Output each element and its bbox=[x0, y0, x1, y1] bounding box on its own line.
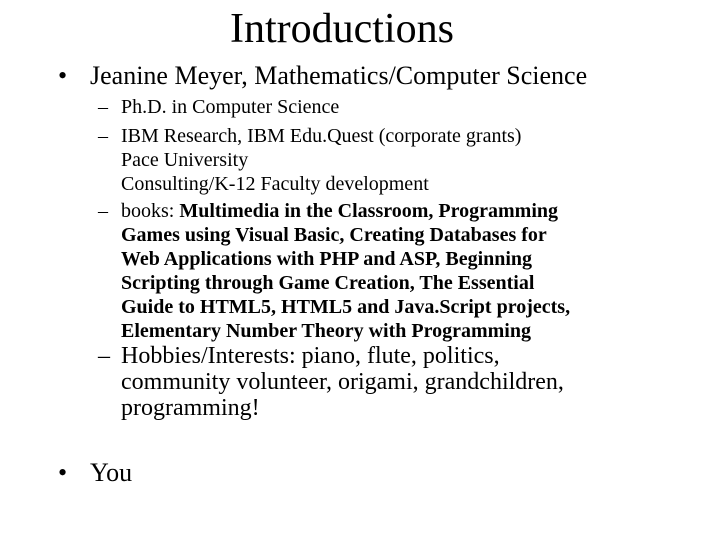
dash-marker: – bbox=[98, 125, 108, 147]
sub-bullet-line: IBM Research, IBM Edu.Quest (corporate grants) bbox=[121, 125, 522, 147]
book-list-line: Scripting through Game Creation, The Essential bbox=[121, 272, 535, 294]
dash-marker: – bbox=[98, 96, 108, 118]
book-list-line: Guide to HTML5, HTML5 and Java.Script projects, bbox=[121, 296, 571, 318]
sub-bullet-phd bbox=[98, 95, 688, 119]
sub-bullet-line: Pace University bbox=[121, 149, 249, 171]
bullet-text: You bbox=[90, 458, 133, 487]
sub-bullet-line: Hobbies/Interests: piano, flute, politics, bbox=[121, 343, 500, 369]
bullet-text: Jeanine Meyer, Mathematics/Computer Science bbox=[90, 61, 588, 90]
sub-bullet-books bbox=[98, 199, 688, 343]
slide-title: Introductions bbox=[230, 6, 454, 52]
books-prefix: books: bbox=[121, 200, 180, 222]
sub-bullet-hobbies bbox=[98, 343, 688, 421]
bullet-marker: • bbox=[58, 61, 68, 90]
sub-bullet-employment bbox=[98, 124, 688, 196]
dash-marker: – bbox=[98, 200, 108, 222]
book-list-line: Elementary Number Theory with Programming bbox=[121, 320, 531, 342]
bullet-marker: • bbox=[58, 458, 68, 487]
book-list-line: Web Applications with PHP and ASP, Beginning bbox=[121, 248, 533, 270]
sub-bullet-line: Consulting/K-12 Faculty development bbox=[121, 173, 429, 195]
sub-bullet-line: Ph.D. in Computer Science bbox=[121, 96, 340, 118]
book-list-line: Multimedia in the Classroom, Programming bbox=[179, 200, 559, 222]
sub-bullet-line: programming! bbox=[121, 395, 260, 421]
book-list-line: Games using Visual Basic, Creating Databases for bbox=[121, 224, 547, 246]
sub-bullet-line: community volunteer, origami, grandchildren, bbox=[121, 369, 564, 395]
dash-marker: – bbox=[98, 343, 110, 369]
